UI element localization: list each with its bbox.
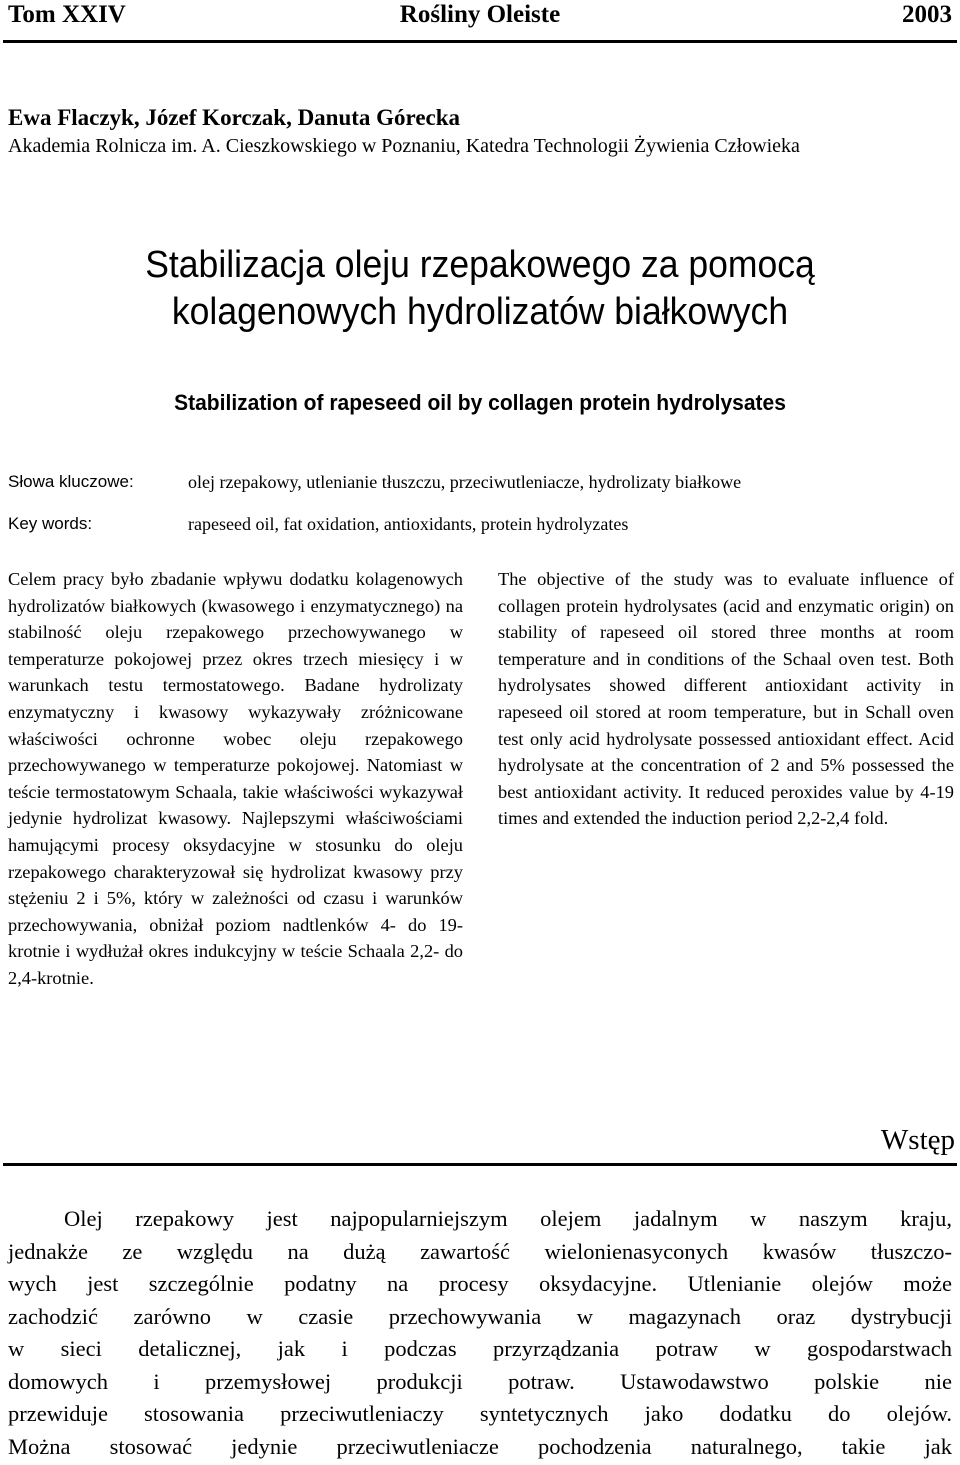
keywords-pl-label: Słowa kluczowe: xyxy=(8,472,134,491)
intro-line: jednakże ze względu na dużą zawartość wielonienasyconych kwasów tłuszczo- xyxy=(8,1238,952,1264)
intro-line: wych jest szczególnie podatny na procesy oksydacyjne. Utlenianie olejów może xyxy=(8,1271,952,1296)
intro-line: Olej rzepakowy jest najpopularniejszym olejem jadalnym w naszym kraju, xyxy=(64,1206,952,1231)
running-header xyxy=(8,0,952,38)
header-divider xyxy=(3,40,957,43)
section-heading: Wstęp xyxy=(880,1124,955,1156)
keywords-en-value: rapeseed oil, fat oxidation, antioxidants, protein hydrolyzates xyxy=(188,514,629,534)
intro-line: zachodzić zarówno w czasie przechowywania w magazynach oraz dystrybucji xyxy=(8,1303,952,1329)
title-line-2: kolagenowych hydrolizatów białkowych xyxy=(171,291,789,333)
intro-line: przewiduje stosowania przeciwutleniaczy syntetycznych jako dodatku do olejów. xyxy=(8,1401,952,1426)
volume-label: Tom XXIV xyxy=(8,1,126,28)
keywords-pl-value: olej rzepakowy, utlenianie tłuszczu, przeciwutleniacze, hydrolizaty białkowe xyxy=(188,472,742,492)
affiliation: Akademia Rolnicza im. A. Cieszkowskiego w Poznaniu, Katedra Technologii Żywienia Człowieka xyxy=(8,135,800,157)
introduction-text xyxy=(8,1203,952,1463)
abstract-polish: Celem pracy było zbadanie wpływu dodatku kolagenowych hydrolizatów białkowych (kwasowego i enzymatycznego) na stabilność oleju rzepakowego przechowywanego w temperaturze pokojowej przez okres trzech miesięcy i w warunkach testu termostatowego. Badane hydrolizaty enzymatyczny i kwasowy wykazywały zróżnicowane właściwości ochronne wobec oleju rzepakowego przechowywanego w temperaturze pokojowej. Natomiast w teście termostatowym Schaala, takie właściwości wykazywał jedynie hydrolizat kwasowy. Najlepszymi właściwościami hamującymi procesy oksydacyjne w stosunku do oleju rzepakowego charakteryzował się hydrolizat kwasowy przy stężeniu 2 i 5%, który w zależności od czasu i warunków przechowywania, obniżał poziom nadtlenków 4- do 19-krotnie i wydłużał okres indukcyjny w teście Schaala 2,2- do 2,4-krotnie. xyxy=(8,569,463,988)
title-line-1: Stabilizacja oleju rzepakowego za pomocą xyxy=(145,244,815,286)
intro-line: w sieci detalicznej, jak i podczas przyrządzania potraw w gospodarstwach xyxy=(8,1336,952,1361)
intro-line: domowych i przemysłowej produkcji potraw. Ustawodawstwo polskie nie xyxy=(8,1368,952,1394)
paper-title xyxy=(31,242,929,336)
section-divider xyxy=(3,1163,957,1166)
journal-name: Rośliny Oleiste xyxy=(399,1,561,28)
year-label: 2003 xyxy=(902,1,952,28)
intro-line: Można stosować jedynie przeciwutleniacze pochodzenia naturalnego, takie jak xyxy=(8,1433,952,1459)
abstract-english: The objective of the study was to evaluate influence of collagen protein hydrolysates (acid and enzymatic origin) on stability of rapeseed oil stored three months at room temperature and in conditions of the Schaal oven test. Both hydrolysates showed different antioxidant activity in rapeseed oil stored at room temperature, but in Schall oven test only acid hydrolysate possessed antioxidant effect. Acid hydrolysate at the concentration of 2 and 5% possessed the best antioxidant activity. It reduced peroxides value by 4-19 times and extended the induction period 2,2-2,4 fold. xyxy=(498,569,954,829)
keywords-en-label: Key words: xyxy=(8,514,93,533)
authors: Ewa Flaczyk, Józef Korczak, Danuta Górecka xyxy=(8,105,461,130)
paper-subtitle: Stabilization of rapeseed oil by collagen protein hydrolysates xyxy=(174,390,786,415)
